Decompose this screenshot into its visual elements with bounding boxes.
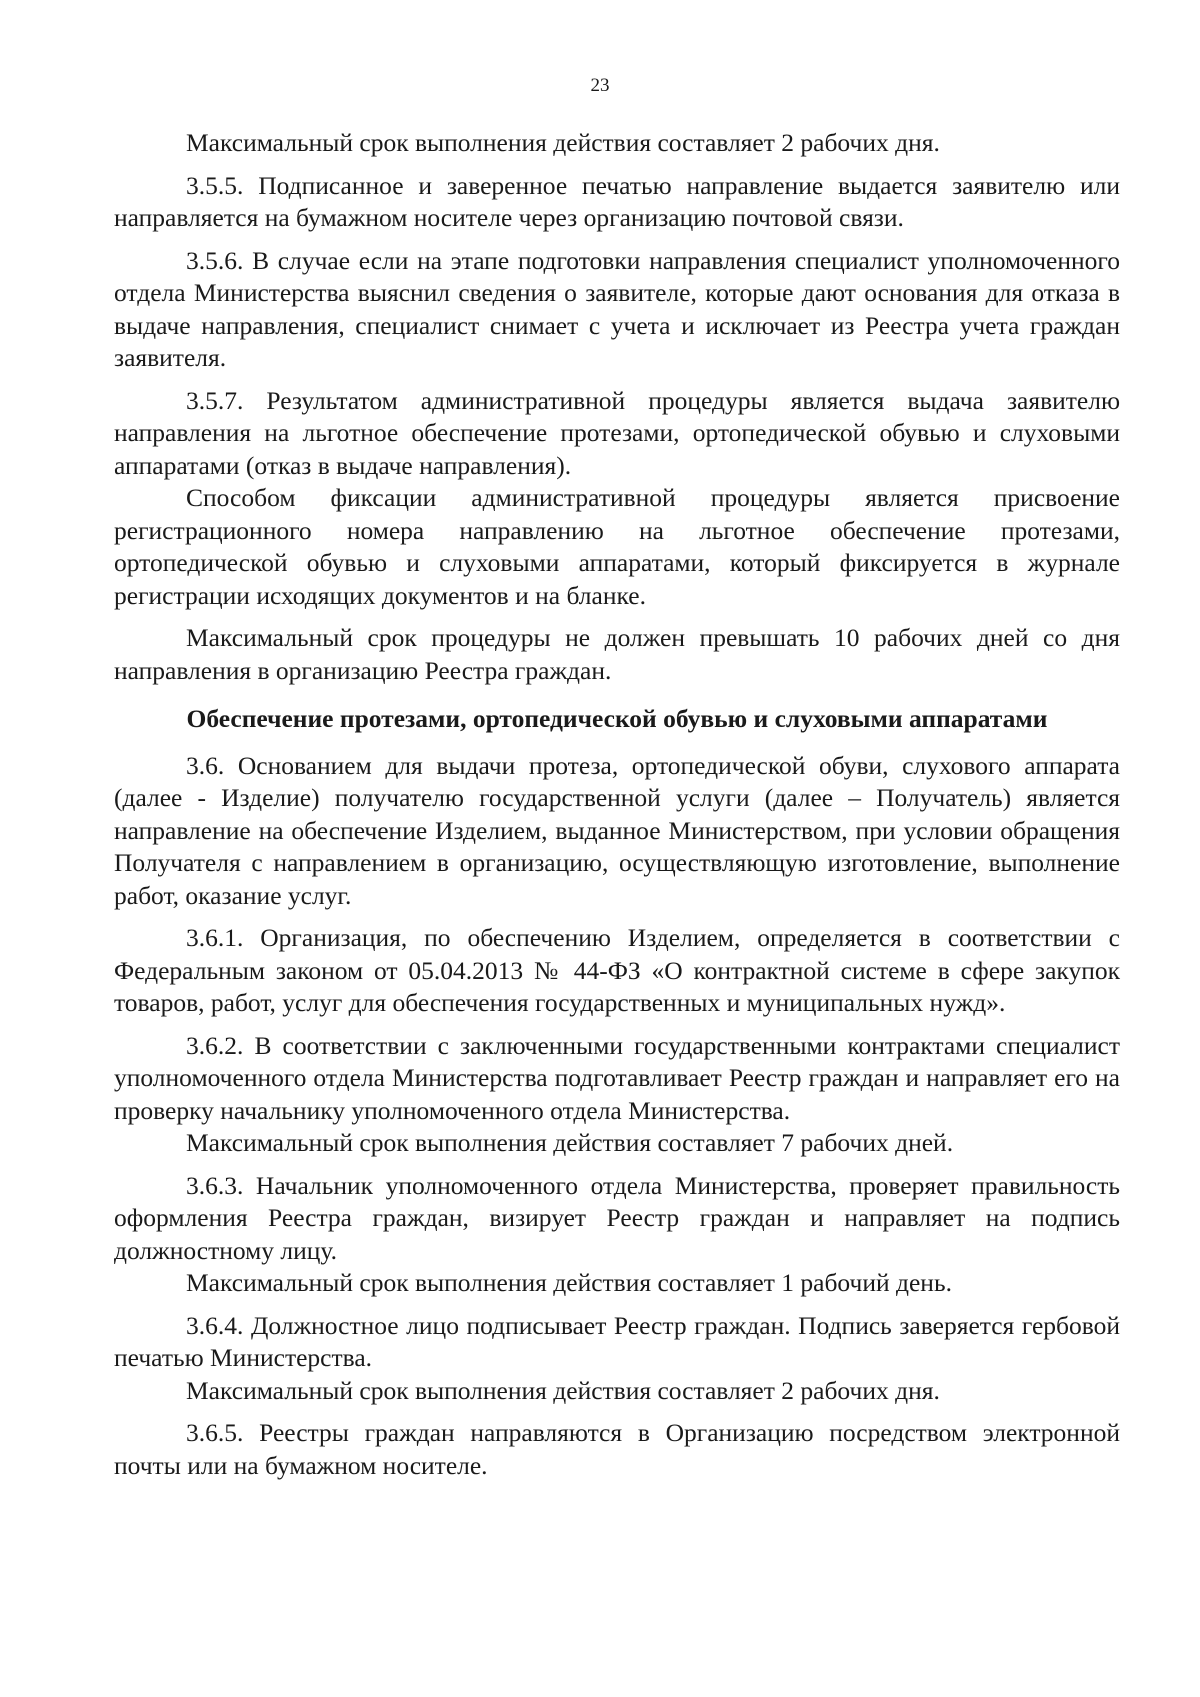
paragraph-3-6-4: 3.6.4. Должностное лицо подписывает Реестр граждан. Подпись заверяется гербовой печатью Министерства. <box>114 1310 1120 1372</box>
paragraph-3-5-6: 3.5.6. В случае если на этапе подготовки направления специалист уполномоченного отдела Министерства выяснил сведения о заявителе, которые дают основания для отказа в выдаче направления, специалист снимает с учета и исключает из Реестра учета граждан заявителя. <box>114 245 1120 372</box>
paragraph-max-term-7-days: Максимальный срок выполнения действия составляет 7 рабочих дней. <box>186 1128 954 1157</box>
paragraph-3-6: 3.6. Основанием для выдачи протеза, ортопедической обуви, слухового аппарата (далее - Изделие) получателю государственной услуги (далее – Получатель) является направление на обеспечение Изделием, выданное Министерством, при условии обращения Получателя с направлением в организацию, осуществляющую изготовление, выполнение работ, оказание услуг. <box>114 750 1120 910</box>
paragraph-max-term-10-days: Максимальный срок процедуры не должен превышать 10 рабочих дней со дня направления в организацию Реестра граждан. <box>114 623 1120 685</box>
paragraph-max-term-1-day: Максимальный срок выполнения действия составляет 1 рабочий день. <box>186 1268 952 1297</box>
paragraph-3-5-5: 3.5.5. Подписанное и заверенное печатью направление выдается заявителю или направляется на бумажном носителе через организацию почтовой связи. <box>114 170 1120 232</box>
document-body <box>114 127 1120 1482</box>
paragraph-3-6-3: 3.6.3. Начальник уполномоченного отдела Министерства, проверяет правильность оформления Реестра граждан, визирует Реестр граждан и направляет на подпись должностному лицу. <box>114 1170 1120 1265</box>
paragraph-3-6-1: 3.6.1. Организация, по обеспечению Изделием, определяется в соответствии с Федеральным законом от 05.04.2013 № 44-ФЗ «О контрактной системе в сфере закупок товаров, работ, услуг для обеспечения государственных и муниципальных нужд». <box>114 923 1120 1017</box>
page-number: 23 <box>590 75 610 96</box>
paragraph-max-term-2-days-second: Максимальный срок выполнения действия составляет 2 рабочих дня. <box>186 1375 940 1405</box>
paragraph-3-6-5: 3.6.5. Реестры граждан направляются в Организацию посредством электронной почты или на бумажном носителе. <box>114 1418 1120 1480</box>
section-heading: Обеспечение протезами, ортопедической обувью и слуховыми аппаратами <box>186 704 1048 733</box>
paragraph-3-6-2: 3.6.2. В соответствии с заключенными государственными контрактами специалист уполномоченного отдела Министерства подготавливает Реестр граждан и направляет его на проверку начальнику уполномоченного отдела Министерства. <box>114 1030 1120 1125</box>
paragraph-fixation-method: Способом фиксации административной процедуры является присвоение регистрационного номера направлению на льготное обеспечение протезами, ортопедической обувью и слуховыми аппаратами, который фиксируется в журнале регистрации исходящих документов и на бланке. <box>114 483 1120 610</box>
paragraph-max-term-2-days: Максимальный срок выполнения действия составляет 2 рабочих дня. <box>186 128 940 157</box>
paragraph-3-5-7: 3.5.7. Результатом административной процедуры является выдача заявителю направления на льготное обеспечение протезами, ортопедической обувью и слуховыми аппаратами (отказ в выдаче направления). <box>114 385 1120 480</box>
